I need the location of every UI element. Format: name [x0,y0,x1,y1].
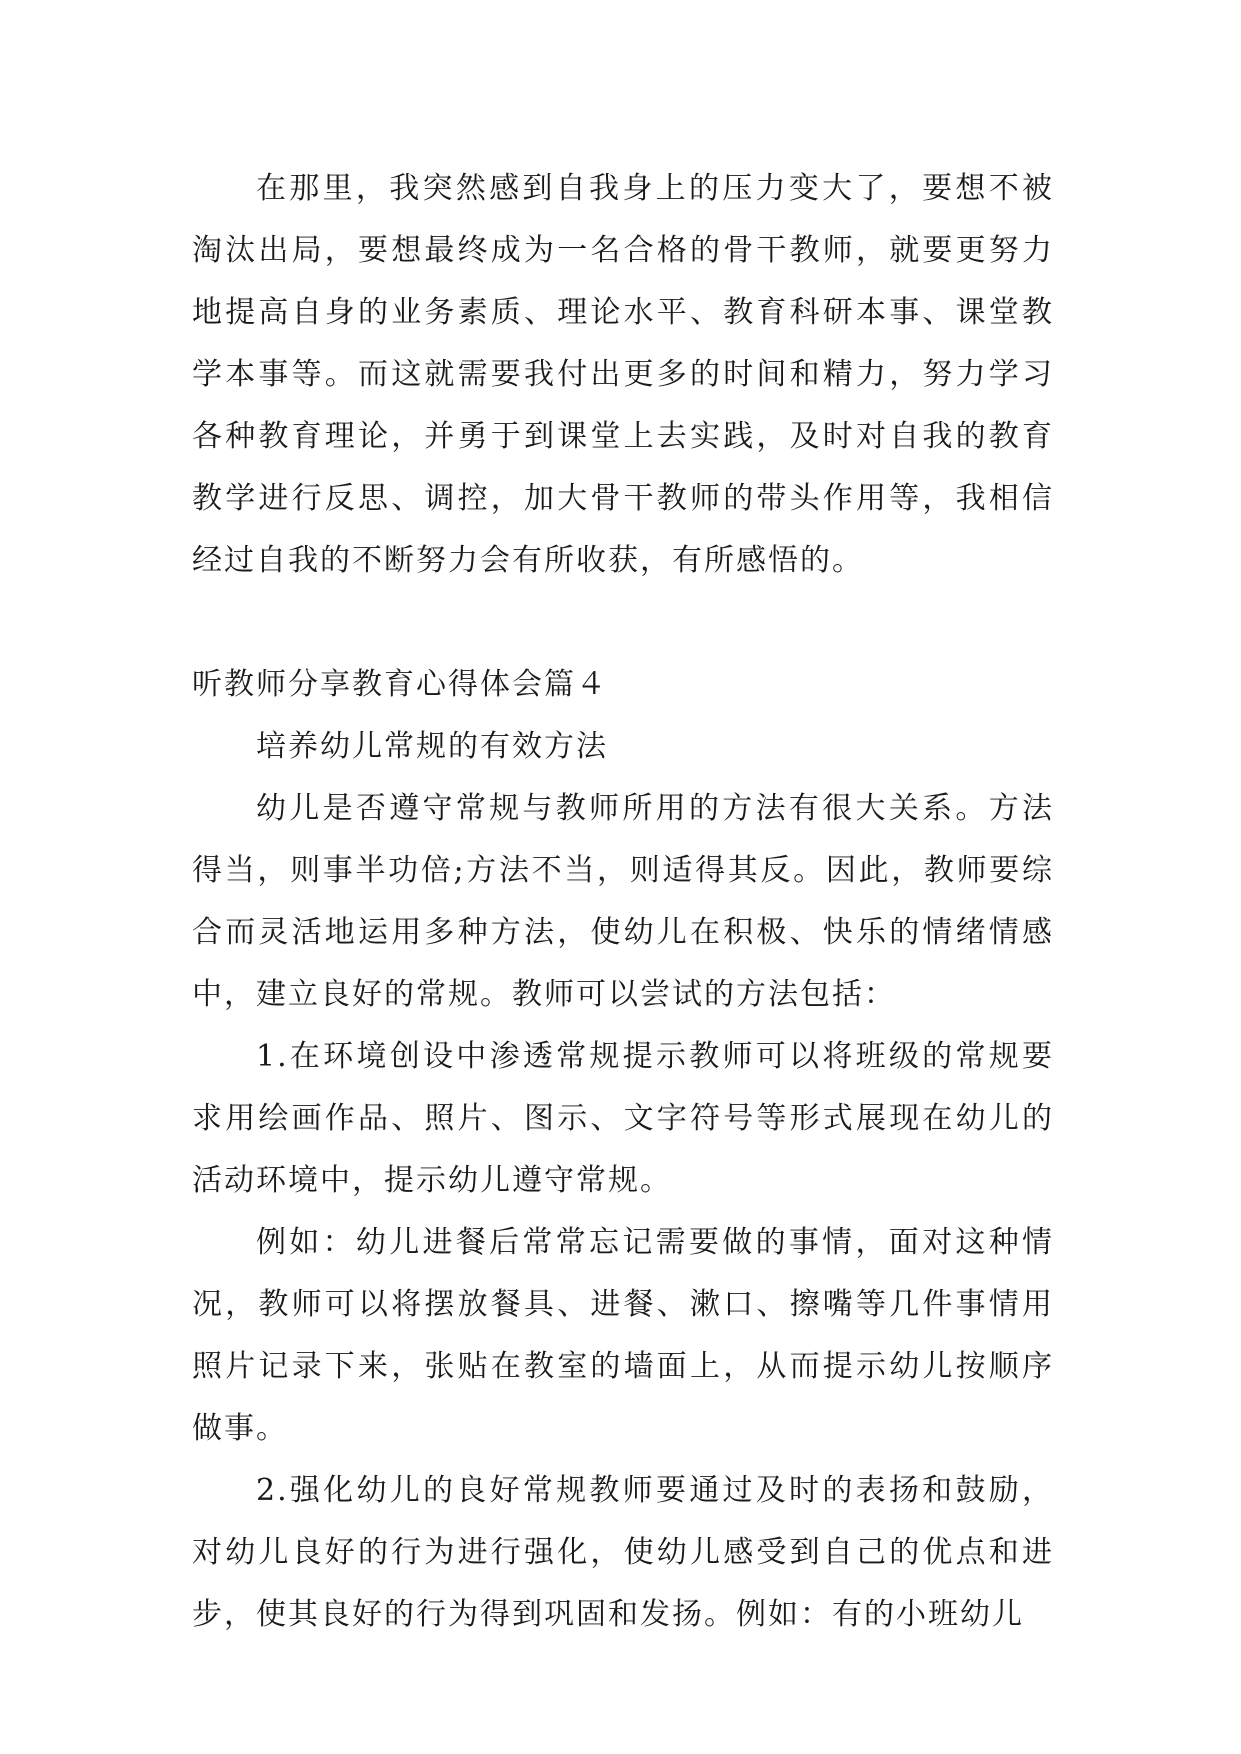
section-subtitle: 培养幼儿常规的有效方法 [256,729,608,764]
body-paragraph-2: 1.在环境创设中渗透常规提示教师可以将班级的常规要求用绘画作品、照片、图示、文字符号等形式展现在幼儿的活动环境中，提示幼儿遵守常规。 [192,1039,1054,1198]
section-title: 听教师分享教育心得体会篇４ [192,667,608,702]
body-paragraph-4: 2.强化幼儿的良好常规教师要通过及时的表扬和鼓励，对幼儿良好的行为进行强化，使幼儿感受到自己的优点和进步，使其良好的行为得到巩固和发扬。例如：有的小班幼儿 [192,1473,1054,1632]
body-paragraph-1: 幼儿是否遵守常规与教师所用的方法有很大关系。方法得当，则事半功倍;方法不当，则适得其反。因此，教师要综合而灵活地运用多种方法，使幼儿在积极、快乐的情绪情感中，建立良好的常规。教师可以尝试的方法包括： [192,791,1054,1012]
intro-paragraph: 在那里，我突然感到自我身上的压力变大了，要想不被淘汰出局，要想最终成为一名合格的骨干教师，就要更努力地提高自身的业务素质、理论水平、教育科研本事、课堂教学本事等。而这就需要我付出更多的时间和精力，努力学习各种教育理论，并勇于到课堂上去实践，及时对自我的教育教学进行反思、调控，加大骨干教师的带头作用等，我相信经过自我的不断努力会有所收获，有所感悟的。 [192,171,1054,578]
document-page [192,158,1054,1646]
body-paragraph-3: 例如：幼儿进餐后常常忘记需要做的事情，面对这种情况，教师可以将摆放餐具、进餐、漱口、擦嘴等几件事情用照片记录下来，张贴在教室的墙面上，从而提示幼儿按顺序做事。 [192,1225,1054,1446]
